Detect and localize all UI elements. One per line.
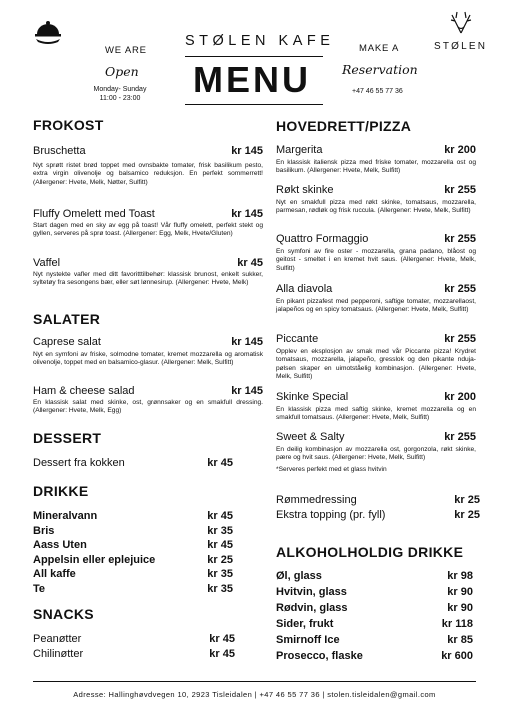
item-description: Nyt en symfoni av friske, solmodne tomater, kremet mozzarella og aromatisk olivenolje, toppet med en balsamico-glasur. (Allergener: Melk, Sulfitt) — [33, 351, 263, 367]
menu-item — [276, 634, 473, 646]
item-price: kr 25 — [454, 494, 480, 506]
item-price: kr 145 — [231, 336, 263, 348]
item-name: Fluffy Omelett med Toast — [33, 208, 155, 220]
menu-item — [33, 510, 233, 522]
menu-item — [33, 208, 263, 220]
item-price: kr 45 — [207, 457, 233, 469]
item-name: Margerita — [276, 144, 323, 156]
menu-item — [33, 554, 233, 566]
item-price: kr 145 — [231, 208, 263, 220]
menu-item — [33, 525, 233, 537]
item-name: Bruschetta — [33, 145, 86, 157]
item-name: Bris — [33, 524, 55, 537]
item-name: Dessert fra kokken — [33, 457, 125, 469]
item-price: kr 45 — [237, 257, 263, 269]
item-description: Nyt sprøtt ristet brød toppet med ovnsbakte tomater, frisk basilikum pesto, extra virgin olivenolje og balsamico reduksjon. En perfekt sommerrett! (Allergener: Hvete, Melk, Nøtter, Sulfitt) — [33, 162, 263, 186]
item-description: En klassisk pizza med saftig skinke, kremet mozzarella og en smakfull tomatsaus. (Allergener: Hvete, Melk, Sulfitt) — [276, 406, 476, 422]
menu-item — [33, 457, 233, 469]
item-price: kr 200 — [444, 144, 476, 156]
item-name: Peanøtter — [33, 633, 82, 645]
item-name: Sider, frukt — [276, 618, 334, 630]
item-price: kr 25 — [454, 509, 480, 521]
section-title-hovedrett: HOVEDRETT/PIZZA — [276, 118, 412, 134]
section-title-dessert: DESSERT — [33, 430, 102, 446]
menu-item — [33, 385, 263, 397]
item-price: kr 35 — [207, 524, 233, 537]
item-price: kr 255 — [444, 283, 476, 295]
item-price: kr 118 — [441, 618, 473, 630]
menu-item — [33, 145, 263, 157]
item-name: Te — [33, 582, 46, 595]
item-price: kr 90 — [447, 586, 473, 598]
item-name: Alla diavola — [276, 283, 333, 295]
menu-item — [33, 336, 263, 348]
section-title-alkohol: ALKOHOLHOLDIG DRIKKE — [276, 544, 464, 560]
menu-item — [276, 650, 473, 662]
section-title-frokost: FROKOST — [33, 117, 104, 133]
item-name: Skinke Special — [276, 391, 349, 403]
item-price: kr 255 — [444, 233, 476, 245]
item-description: Start dagen med en sky av egg på toast! Vår fluffy omelett, perfekt stekt og gyllen, serveres på sprø toast. (Allergener: Egg, Melk, Hvete/Gluten) — [33, 222, 263, 238]
item-name: Øl, glass — [276, 570, 322, 582]
make-a-label: MAKE A — [359, 43, 400, 54]
item-name: Hvitvin, glass — [276, 586, 347, 598]
menu-item — [276, 333, 476, 345]
item-price: kr 255 — [444, 333, 476, 345]
menu-item — [33, 257, 263, 269]
menu-item — [276, 283, 476, 295]
menu-item — [276, 509, 480, 521]
menu-item — [276, 144, 476, 156]
cloche-icon — [33, 18, 63, 46]
item-price: kr 145 — [231, 145, 263, 157]
opening-days: Monday- Sunday — [93, 86, 147, 93]
item-price: kr 45 — [209, 648, 235, 660]
item-description: Nyt nystekte vafler med ditt favoritttilbehør: klassisk brunost, enkelt sukker, syltetøy fra sesongens bær, eller søt lønnesirup. (Allergener: Hvete, Melk) — [33, 271, 263, 287]
item-note: *Serveres perfekt med et glass hvitvin — [276, 466, 387, 473]
we-are-label: WE ARE — [105, 45, 147, 56]
item-price: kr 35 — [207, 582, 233, 595]
menu-item — [276, 494, 480, 506]
item-name: Sweet & Salty — [276, 431, 345, 443]
header-top-rule — [185, 56, 323, 57]
item-description: En klassisk salat med skinke, ost, grønnsaker og en smakfull dressing. (Allergener: Hvete, Melk, Egg) — [33, 399, 263, 415]
item-description: En deilig kombinasjon av mozzarella ost, gorgonzola, røkt skinke, pære og hvit saus. (Allergener: Hvete, Melk, Sulfitt) — [276, 446, 476, 462]
footer-contact: Adresse: Hallinghøvdvegen 10, 2923 Tisleidalen | +47 46 55 77 36 | stolen.tisleidalen@gmail.com — [73, 690, 436, 699]
item-name: Appelsin eller eplejuice — [33, 553, 156, 566]
item-price: kr 98 — [447, 570, 473, 582]
item-name: Smirnoff Ice — [276, 634, 340, 646]
header-bottom-rule — [185, 104, 323, 105]
item-price: kr 45 — [209, 633, 235, 645]
item-price: kr 25 — [207, 553, 233, 566]
item-name: Rømmedressing — [276, 494, 357, 506]
brand-logo-text: STØLEN — [434, 41, 488, 52]
item-name: Aass Uten — [33, 539, 87, 551]
menu-item — [276, 431, 476, 443]
item-name: Caprese salat — [33, 336, 101, 348]
menu-item — [33, 633, 235, 645]
footer-rule — [33, 681, 476, 682]
item-name: Ham & cheese salad — [33, 385, 135, 397]
item-price: kr 45 — [207, 539, 233, 551]
item-price: kr 255 — [444, 431, 476, 443]
item-price: kr 45 — [207, 510, 233, 522]
menu-item — [33, 539, 233, 551]
item-description: Nyt en smakfull pizza med røkt skinke, tomatsaus, mozzarella, parmesan, rødløk og frisk ruccula. (Allergener: Hvete, Melk, Sulfitt) — [276, 199, 476, 215]
item-price: kr 85 — [447, 634, 473, 646]
item-name: Røkt skinke — [276, 184, 334, 196]
item-description: En klassisk italiensk pizza med friske tomater, mozzarella ost og basilikum. (Allergener: Hvete, Melk, Sulfitt) — [276, 159, 476, 175]
menu-heading: MENU — [193, 59, 311, 100]
opening-hours: 11:00 - 23:00 — [99, 95, 141, 102]
section-title-salater: SALATER — [33, 311, 101, 327]
item-name: Mineralvann — [33, 510, 98, 522]
menu-item — [276, 570, 473, 582]
item-name: Chilinøtter — [33, 648, 84, 660]
reservation-script-label: Reservation — [342, 62, 418, 77]
item-name: Vaffel — [33, 257, 61, 269]
menu-item — [276, 233, 476, 245]
section-title-drikke: DRIKKE — [33, 483, 89, 499]
cafe-title: STØLEN KAFE — [185, 33, 335, 49]
item-price: kr 255 — [444, 184, 476, 196]
item-price: kr 35 — [207, 568, 233, 580]
menu-item — [276, 391, 476, 403]
item-name: Quattro Formaggio — [276, 233, 369, 245]
item-price: kr 200 — [444, 391, 476, 403]
item-name: Prosecco, flaske — [276, 650, 363, 662]
reservation-phone: +47 46 55 77 36 — [352, 88, 403, 95]
menu-item — [33, 568, 233, 580]
item-name: Ekstra topping (pr. fyll) — [276, 509, 386, 521]
menu-item — [33, 583, 233, 595]
item-name: Rødvin, glass — [276, 602, 348, 614]
menu-item — [276, 184, 476, 196]
item-description: En symfoni av fire oster - mozzarella, grana padano, blåost og geitost - smeltet i en kremet hvit saus. (Allergener: Hvete, Melk, Sulfitt) — [276, 248, 476, 272]
item-price: kr 600 — [441, 650, 473, 662]
item-name: Piccante — [276, 333, 319, 345]
menu-item — [276, 618, 473, 630]
item-price: kr 145 — [231, 385, 263, 397]
menu-item — [33, 648, 235, 660]
item-description: En pikant pizzafest med pepperoni, saftige tomater, mozzarellaost, jalapeños og en spicy tomatsaus. (Allergener: Hvete, Melk, Sulfitt) — [276, 298, 476, 314]
item-description: Opplev en eksplosjon av smak med vår Piccante pizza! Krydret tomatsaus, mozzarella, jalapeño, gresslok og den pikante nduja-pølsen skaper en uimotståelig kombinasjon. (Allergener: Hvete, Melk, Sulfitt) — [276, 348, 476, 381]
open-script-label: Open — [105, 64, 139, 79]
item-name: All kaffe — [33, 568, 76, 580]
deer-antler-icon — [448, 9, 474, 35]
item-price: kr 90 — [447, 602, 473, 614]
menu-item — [276, 602, 473, 614]
section-title-snacks: SNACKS — [33, 606, 94, 622]
menu-item — [276, 586, 473, 598]
